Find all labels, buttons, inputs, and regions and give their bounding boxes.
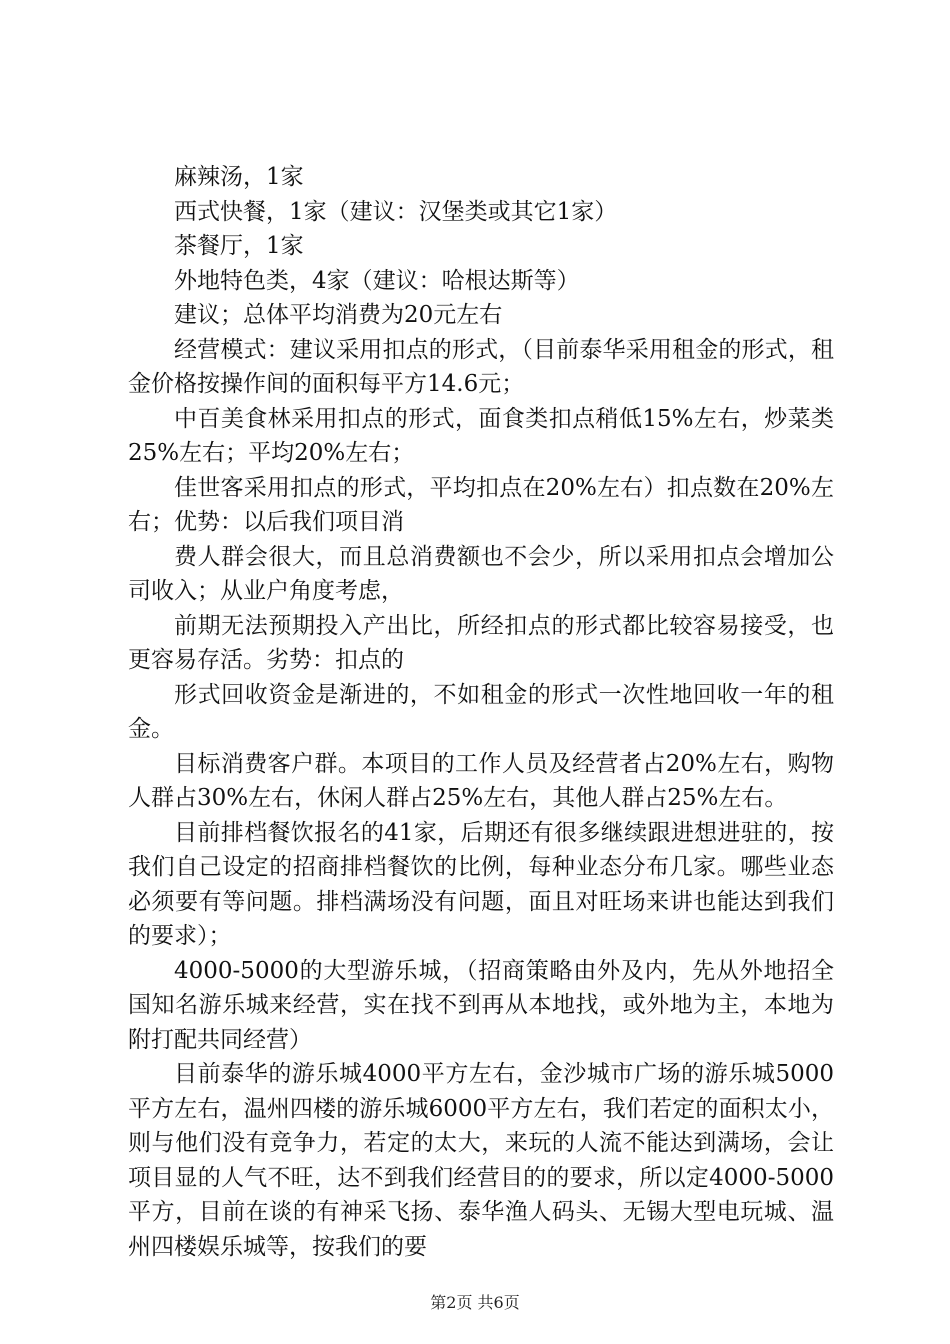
paragraph: 目前排档餐饮报名的41家，后期还有很多继续跟进想进驻的，按我们自己设定的招商排档餐饮的比例，每种业态分布几家。哪些业态必须要有等问题。排档满场没有问题，面且对旺场来讲也能达到我们的要求）；	[128, 819, 834, 949]
paragraph: 中百美食林采用扣点的形式，面食类扣点稍低15%左右，炒菜类25%左右；平均20%左右；	[128, 405, 834, 466]
paragraph: 费人群会很大，而且总消费额也不会少，所以采用扣点会增加公司收入；从业户角度考虑，	[128, 543, 834, 604]
paragraph: 4000-5000的大型游乐城，（招商策略由外及内，先从外地招全国知名游乐城来经营，实在找不到再从本地找，或外地为主，本地为附打配共同经营）	[128, 957, 834, 1053]
paragraph: 前期无法预期投入产出比，所经扣点的形式都比较容易接受，也更容易存活。劣势：扣点的	[128, 612, 834, 673]
paragraph: 外地特色类，4家（建议：哈根达斯等）	[174, 267, 580, 294]
paragraph: 佳世客采用扣点的形式，平均扣点在20%左右）扣点数在20%左右；优势：以后我们项目消	[128, 474, 834, 535]
paragraph: 经营模式：建议采用扣点的形式，（目前泰华采用租金的形式，租金价格按操作间的面积每平方14.6元；	[128, 336, 834, 397]
page-footer: 第2页 共6页	[430, 1293, 520, 1312]
paragraph: 建议；总体平均消费为20元左右	[174, 302, 503, 328]
paragraph: 目前泰华的游乐城4000平方左右，金沙城市广场的游乐城5000平方左右，温州四楼的游乐城6000平方左右，我们若定的面积太小，则与他们没有竞争力，若定的太大，来玩的人流不能达到满场，会让项目显的人气不旺，达不到我们经营目的的要求，所以定4000-5000平方，目前在谈的有神采飞扬、泰华渔人码头、无锡大型电玩城、温州四楼娱乐城等，按我们的要	[128, 1061, 834, 1260]
paragraph: 麻辣汤，1家	[174, 164, 304, 190]
paragraph: 目标消费客户群。本项目的工作人员及经营者占20%左右，购物人群占30%左右，休闲人群占25%左右，其他人群占25%左右。	[128, 750, 834, 811]
paragraph: 西式快餐，1家（建议：汉堡类或其它1家）	[174, 198, 618, 225]
paragraph: 形式回收资金是渐进的，不如租金的形式一次性地回收一年的租金。	[128, 681, 834, 742]
document-body	[128, 160, 834, 1264]
paragraph: 茶餐厅，1家	[174, 233, 304, 259]
